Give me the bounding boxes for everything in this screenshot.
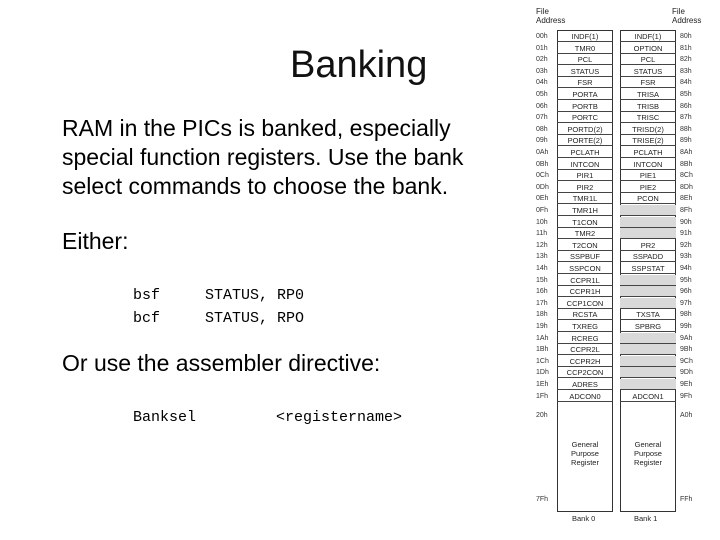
address-bank0: 04h	[536, 79, 548, 87]
address-bank1: 91h	[680, 230, 692, 238]
address-bank1: 9Ch	[680, 357, 693, 365]
bank1-label: Bank 1	[634, 514, 658, 523]
address-bank1: 8Ch	[680, 172, 693, 180]
address-bank1: 89h	[680, 137, 692, 145]
register-bank0: SSPCON	[557, 263, 613, 274]
file-address-header-left: File Address	[536, 7, 566, 25]
end-addr-left: 7Fh	[536, 496, 549, 503]
register-bank0: PORTB	[557, 101, 613, 112]
slide-title: Banking	[290, 44, 428, 86]
address-bank0: 13h	[536, 253, 548, 261]
code-arg-2: STATUS, RPO	[205, 310, 305, 327]
gpr-label-bank0: General Purpose Register	[571, 440, 599, 467]
address-bank0: 12h	[536, 241, 548, 249]
address-bank1: 86h	[680, 102, 692, 110]
register-bank1: PCLATH	[620, 147, 676, 158]
bank0-label: Bank 0	[572, 514, 596, 523]
register-bank0: STATUS	[557, 66, 613, 77]
code-op-2: bcf	[133, 310, 161, 327]
register-bank0: TMR1L	[557, 193, 613, 204]
code-arg-1: STATUS, RP0	[205, 287, 305, 304]
address-bank0: 11h	[536, 230, 548, 238]
address-bank1: 8Bh	[680, 160, 693, 168]
register-bank0: PORTD(2)	[557, 124, 613, 135]
register-bank1	[620, 333, 676, 344]
register-bank0: INTCON	[557, 159, 613, 170]
register-bank0: CCPR1H	[557, 286, 613, 297]
register-bank0: TMR1H	[557, 205, 613, 216]
register-bank1: INDF(1)	[620, 31, 676, 42]
register-bank0: PIR1	[557, 170, 613, 181]
address-bank1: 99h	[680, 323, 692, 330]
address-bank0: 1Fh	[536, 392, 549, 400]
address-bank1: 92h	[680, 241, 692, 249]
either-label: Either:	[62, 228, 129, 254]
register-bank1: PR2	[620, 240, 676, 251]
register-bank0: FSR	[557, 77, 613, 88]
address-bank1: 95h	[680, 276, 692, 284]
register-bank0: PORTE(2)	[557, 135, 613, 146]
register-bank0: CCPR1L	[557, 275, 613, 286]
address-bank0: 1Bh	[536, 346, 549, 354]
address-bank1: 98h	[680, 311, 692, 319]
register-bank1: SPBRG	[620, 321, 676, 332]
address-bank0: 0Eh	[536, 195, 549, 203]
register-bank1	[620, 286, 676, 297]
register-bank0: RCREG	[557, 333, 613, 344]
address-bank0: 08h	[536, 125, 548, 133]
register-bank0: TXREG	[557, 321, 613, 332]
address-bank1: 85h	[680, 91, 692, 98]
address-bank1: 88h	[680, 125, 692, 133]
register-bank1	[620, 205, 676, 216]
address-bank1: 9Dh	[680, 369, 693, 377]
register-bank1: SSPADD	[620, 251, 676, 262]
register-bank0: PORTA	[557, 89, 613, 100]
register-bank1: PCL	[620, 54, 676, 65]
intro-paragraph: RAM in the PICs is banked, especially special function registers. Use the bank select commands to choose the bank.	[62, 115, 464, 199]
register-bank1: OPTION	[620, 43, 676, 54]
address-bank0: 0Dh	[536, 183, 549, 191]
register-bank0: CCPR2L	[557, 344, 613, 355]
or-label: Or use the assembler directive:	[62, 350, 381, 376]
register-bank0: T1CON	[557, 217, 613, 228]
address-bank0: 1Ch	[536, 357, 549, 365]
register-bank0: INDF(1)	[557, 31, 613, 42]
register-file-map	[530, 0, 720, 540]
register-bank1	[620, 356, 676, 367]
address-bank0: 05h	[536, 91, 548, 98]
register-bank0: ADCON0	[557, 391, 613, 402]
register-bank1	[620, 228, 676, 239]
address-bank0: 06h	[536, 102, 548, 110]
register-bank1: INTCON	[620, 159, 676, 170]
address-bank1: 94h	[680, 265, 692, 272]
address-bank0: 15h	[536, 276, 548, 284]
register-bank1	[620, 344, 676, 355]
address-bank1: 87h	[680, 114, 692, 122]
address-bank1: 81h	[680, 44, 692, 52]
register-bank0: TMR0	[557, 43, 613, 54]
banksel-arg: <registername>	[276, 409, 403, 426]
register-bank0: CCP2CON	[557, 367, 613, 378]
banksel-op: Banksel	[133, 409, 197, 426]
address-bank0: 07h	[536, 114, 548, 122]
register-bank1: TRISE(2)	[620, 135, 676, 146]
register-bank0: PIR2	[557, 182, 613, 193]
register-bank0: ADRES	[557, 379, 613, 390]
address-bank0: 18h	[536, 311, 548, 319]
address-bank1: 8Fh	[680, 207, 693, 214]
address-bank0: 0Ch	[536, 172, 549, 180]
address-bank1: 8Dh	[680, 183, 693, 191]
register-bank0: T2CON	[557, 240, 613, 251]
address-bank0: 01h	[536, 44, 548, 52]
register-bank1: STATUS	[620, 66, 676, 77]
register-bank0: CCP1CON	[557, 298, 613, 309]
address-bank0: 1Ah	[536, 334, 549, 342]
register-bank0: CCPR2H	[557, 356, 613, 367]
address-bank0: 1Eh	[536, 381, 549, 388]
register-bank1	[620, 298, 676, 309]
address-bank1: 93h	[680, 253, 692, 261]
address-bank1: 8Ah	[680, 149, 693, 156]
register-bank1: TRISB	[620, 101, 676, 112]
address-bank1: 90h	[680, 218, 692, 226]
register-bank1: TRISC	[620, 112, 676, 123]
address-bank0: 02h	[536, 56, 548, 64]
register-bank0: PCLATH	[557, 147, 613, 158]
register-bank1: SSPSTAT	[620, 263, 676, 274]
address-bank0: 1Dh	[536, 369, 549, 377]
code-op-1: bsf	[133, 287, 161, 304]
address-bank0: 10h	[536, 218, 548, 226]
register-bank1: TRISA	[620, 89, 676, 100]
gpr-start-right: A0h	[680, 412, 693, 419]
address-bank1: 82h	[680, 56, 692, 64]
address-bank1: 9Bh	[680, 346, 693, 354]
file-address-header-right: File Address	[672, 7, 702, 25]
register-bank1	[620, 217, 676, 228]
register-bank0: PCL	[557, 54, 613, 65]
register-bank1	[620, 275, 676, 286]
register-bank1	[620, 367, 676, 378]
address-bank1: 83h	[680, 67, 692, 75]
address-bank0: 14h	[536, 265, 548, 272]
gpr-start-left: 20h	[536, 412, 548, 419]
register-bank0: TMR2	[557, 228, 613, 239]
register-bank1: TXSTA	[620, 309, 676, 320]
register-bank1	[620, 379, 676, 390]
address-bank0: 17h	[536, 299, 548, 307]
register-bank1: PIE1	[620, 170, 676, 181]
address-bank1: 80h	[680, 33, 692, 40]
address-bank0: 09h	[536, 137, 548, 145]
register-bank1: PCON	[620, 193, 676, 204]
address-bank1: 84h	[680, 79, 692, 87]
address-bank0: 16h	[536, 288, 548, 296]
end-addr-right: FFh	[680, 496, 693, 503]
register-bank1: FSR	[620, 77, 676, 88]
address-bank1: 97h	[680, 299, 692, 307]
address-bank1: 96h	[680, 288, 692, 296]
address-bank0: 0Bh	[536, 160, 549, 168]
address-bank0: 0Ah	[536, 149, 549, 156]
register-bank1: TRISD(2)	[620, 124, 676, 135]
address-bank0: 03h	[536, 67, 548, 75]
address-bank0: 00h	[536, 33, 548, 40]
register-bank1: PIE2	[620, 182, 676, 193]
register-bank0: PORTC	[557, 112, 613, 123]
register-bank0: SSPBUF	[557, 251, 613, 262]
address-bank1: 9Eh	[680, 381, 693, 388]
gpr-label-bank1: General Purpose Register	[634, 440, 662, 467]
address-bank1: 9Ah	[680, 334, 693, 342]
register-bank0: RCSTA	[557, 309, 613, 320]
address-bank0: 19h	[536, 323, 548, 330]
address-bank0: 0Fh	[536, 207, 549, 214]
register-bank1: ADCON1	[620, 391, 676, 402]
address-bank1: 9Fh	[680, 392, 693, 400]
address-bank1: 8Eh	[680, 195, 693, 203]
